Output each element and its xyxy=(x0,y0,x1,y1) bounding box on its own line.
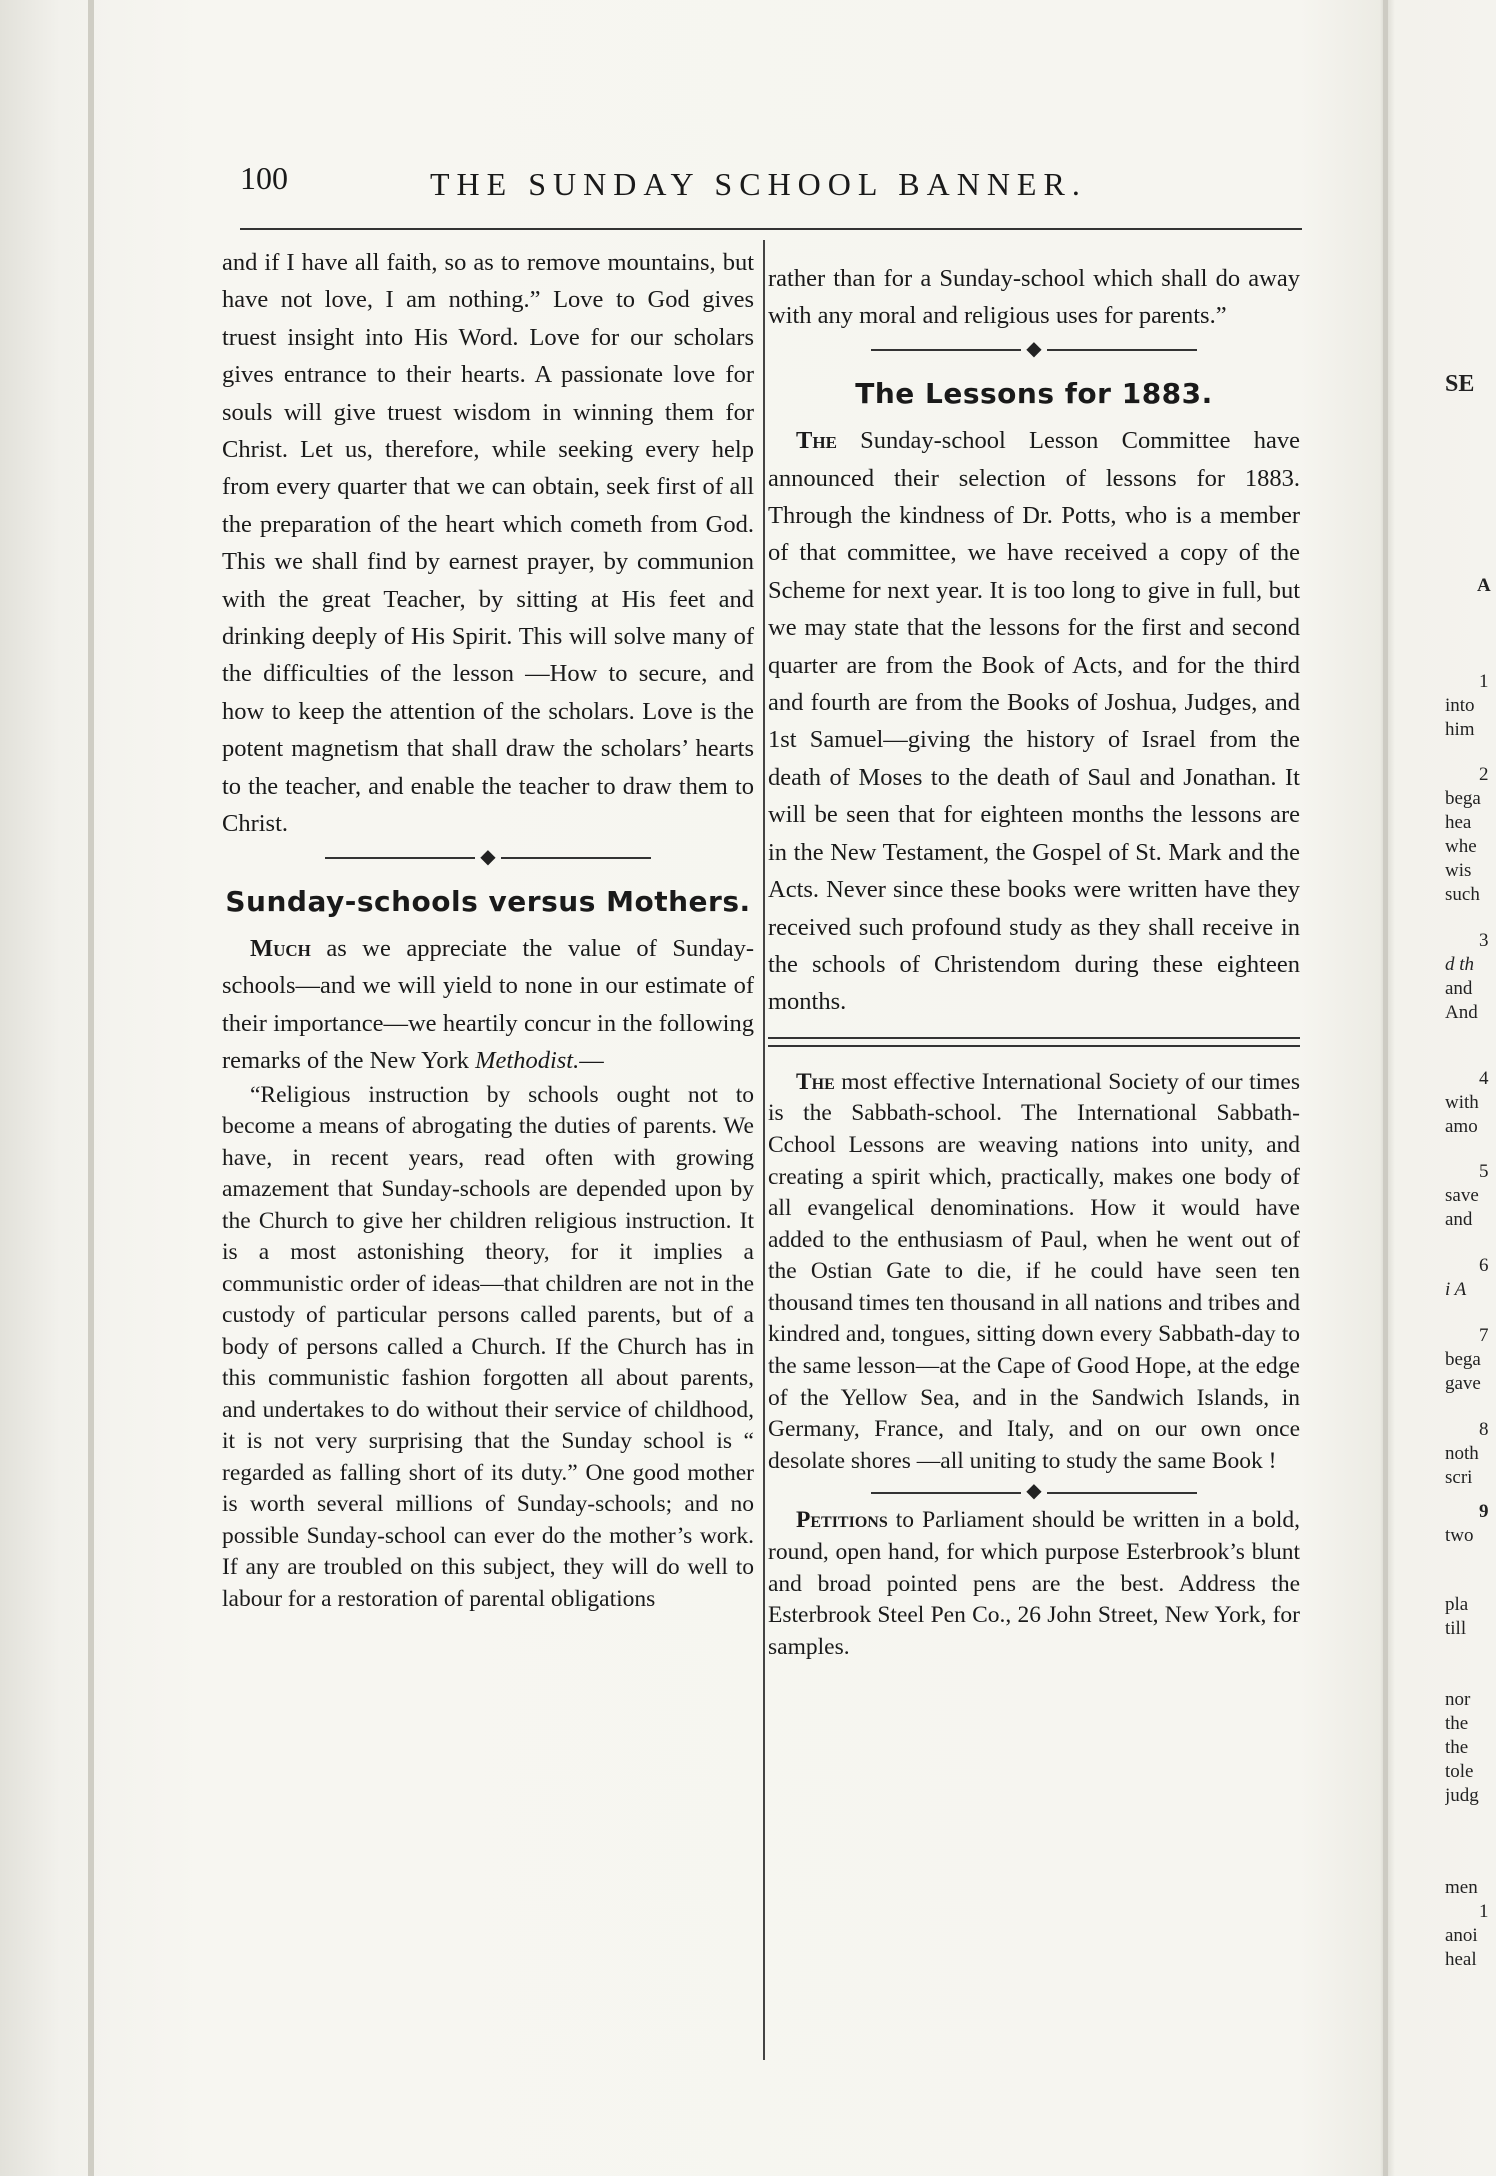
intro-text: as we appreciate the value of Sunday-schools—and we will yield to none in our estimate of their importance—we heartily concur in the following remarks of the New York xyxy=(222,934,754,1075)
strip-line: 2 xyxy=(1479,764,1489,785)
strip-line: and xyxy=(1445,978,1473,999)
strip-line: such xyxy=(1445,884,1480,905)
strip-line: the xyxy=(1445,1737,1469,1758)
page-header xyxy=(240,160,1300,220)
right-column xyxy=(768,260,1300,1663)
strip-line: noth xyxy=(1445,1443,1479,1464)
strip-line: men xyxy=(1445,1877,1478,1898)
quote-continuation: rather than for a Sunday-school which shall do away with any moral and religious uses for parents.” xyxy=(768,265,1300,330)
double-rule-divider xyxy=(768,1037,1300,1047)
lessons-paragraph xyxy=(768,422,1300,1021)
section-ornament: ◆ xyxy=(768,1477,1300,1505)
strip-line: hea xyxy=(1445,812,1472,833)
lead-word: Much xyxy=(250,934,311,962)
strip-line: 1 xyxy=(1479,671,1489,692)
strip-line: amo xyxy=(1445,1116,1478,1137)
strip-line: whe xyxy=(1445,836,1477,857)
strip-line: wis xyxy=(1445,860,1472,881)
lessons-text: Sunday-school Lesson Committee have announced their selection of lessons for 1883. Through the kindness of Dr. Potts, who is a member of that committee, we have received a copy of the Scheme for next year. It is too long to give in full, but we may state that the lessons for the first and second quarter are from the Book of Acts, and for the third and fourth are from the Books of Joshua, Judges, and 1st Samuel—giving the history of Israel from the death of Moses to the death of Saul and Jonathan. It will be seen that for eighteen months the lessons are in the New Testament, the Gospel of St. Mark and the Acts. Never since these books were written have they received such profound study as they shall receive in the schools of Christendom during these eighteen months. xyxy=(768,427,1300,1016)
strip-line: bega xyxy=(1445,1349,1481,1370)
strip-line: SE xyxy=(1445,371,1475,397)
page-binding-edge xyxy=(88,0,94,2176)
lead-word: The xyxy=(796,1068,835,1095)
article-heading-mothers: Sunday-schools versus Mothers. xyxy=(225,884,751,918)
continuation-paragraph: and if I have all faith, so as to remove mountains, but have not love, I am nothing.” Love to God gives truest insight into His Word. Love for our scholars gives entrance to their hearts. A passionate love for souls will give truest wisdom in winning them for Christ. Let us, therefore, while seeking every help from every quarter that we can obtain, seek first of all the preparation of the heart which cometh from God. This we shall find by earnest prayer, by communion with the great Teacher, by sitting at His feet and drinking deeply of His Spirit. This will solve many of the difficulties of the lesson —How to secure, and how to keep the attention of the scholars. Love is the potent magnetism that shall draw the scholars’ hearts to the teacher, and enable the teacher to draw them to Christ. xyxy=(222,249,754,838)
page-fold-edge xyxy=(1383,0,1388,2176)
strip-line: till xyxy=(1445,1618,1467,1639)
strip-line: and xyxy=(1445,1209,1473,1230)
quoted-paragraph: “Religious instruction by schools ought not to become a means of abrogating the duties of parents. We have, in recent years, read often with growing amazement that Sunday-schools are depended upon by the Church to give her children religious instruction. It is a most astonishing theory, for it implies a communistic order of ideas—that children are not in the custody of particular persons called parents, but of a body of persons called a Church. If the Church has in this communistic fashion forgotten all about parents, and undertakes to do without their service of childhood, it is not very surprising that the Sunday school is “ regarded as falling short of its duty.” One good mother is worth several millions of Sunday-schools; and no possible Sunday-school can ever do the mother’s work. If any are troubled on this subject, they will do well to labour for a restoration of parental obligations xyxy=(222,1081,754,1612)
article-intro-paragraph xyxy=(222,930,754,1080)
strip-line: 8 xyxy=(1479,1419,1489,1440)
journal-title: THE SUNDAY SCHOOL BANNER. xyxy=(430,166,1087,202)
strip-line: A xyxy=(1477,575,1491,596)
next-page-edge xyxy=(1445,0,1496,2176)
strip-line: with xyxy=(1445,1092,1479,1113)
lead-word: The xyxy=(796,427,837,455)
strip-line: nor xyxy=(1445,1689,1471,1710)
strip-line: 4 xyxy=(1479,1068,1489,1089)
left-column xyxy=(222,244,754,1615)
strip-line: 9 xyxy=(1479,1501,1489,1522)
strip-line: into xyxy=(1445,695,1475,716)
society-text: most effective International Society of our times is the Sabbath-school. The International Sabbath-Cchool Lessons are weaving nations into unity, and creating a spirit which, practically, makes one body of all evangelical denominations. How it would have added to the enthusiasm of Paul, when he went out of the Ostian Gate to die, if he could have seen ten thousand times ten thousand in all nations and tribes and kindred and, tongues, sitting down every Sabbath-day to the same lesson—at the Cape of Good Hope, at the edge of the Yellow Sea, and in the Sandwich Islands, in Germany, France, and Italy, and on our own once desolate shores —all uniting to study the same Book ! xyxy=(768,1068,1300,1474)
column-divider xyxy=(763,240,765,2060)
strip-line: anoi xyxy=(1445,1925,1478,1946)
strip-line: save xyxy=(1445,1185,1479,1206)
strip-line: heal xyxy=(1445,1949,1477,1970)
article-heading-lessons: The Lessons for 1883. xyxy=(855,376,1213,410)
source-name: Methodist. xyxy=(475,1047,580,1075)
strip-line: bega xyxy=(1445,788,1481,809)
strip-line: 6 xyxy=(1479,1255,1489,1276)
strip-line: i A xyxy=(1445,1279,1467,1300)
petitions-paragraph xyxy=(768,1505,1300,1663)
strip-line: d th xyxy=(1445,954,1475,975)
strip-line: gave xyxy=(1445,1373,1481,1394)
strip-line: judg xyxy=(1445,1785,1479,1806)
section-ornament: ◆ xyxy=(768,335,1300,363)
petitions-text: to Parliament should be written in a bold, round, open hand, for which purpose Esterbrook’s blunt and broad pointed pens are the best. Address the Esterbrook Steel Pen Co., 26 John Street, New York, for samples. xyxy=(768,1507,1300,1660)
intro-end: — xyxy=(579,1047,604,1075)
society-paragraph xyxy=(768,1067,1300,1478)
header-rule xyxy=(240,228,1302,230)
strip-line: him xyxy=(1445,719,1475,740)
lead-word: Petitions xyxy=(796,1507,888,1534)
page-number: 100 xyxy=(240,160,288,196)
section-ornament: ◆ xyxy=(222,843,754,871)
strip-line: 7 xyxy=(1479,1325,1489,1346)
strip-line: the xyxy=(1445,1713,1469,1734)
strip-line: scri xyxy=(1445,1467,1473,1488)
strip-line: 1 xyxy=(1479,1901,1489,1922)
strip-line: 3 xyxy=(1479,930,1489,951)
strip-line: pla xyxy=(1445,1594,1469,1615)
strip-line: 5 xyxy=(1479,1161,1489,1182)
strip-line: And xyxy=(1445,1002,1478,1023)
strip-line: tole xyxy=(1445,1761,1474,1782)
strip-line: two xyxy=(1445,1525,1474,1546)
